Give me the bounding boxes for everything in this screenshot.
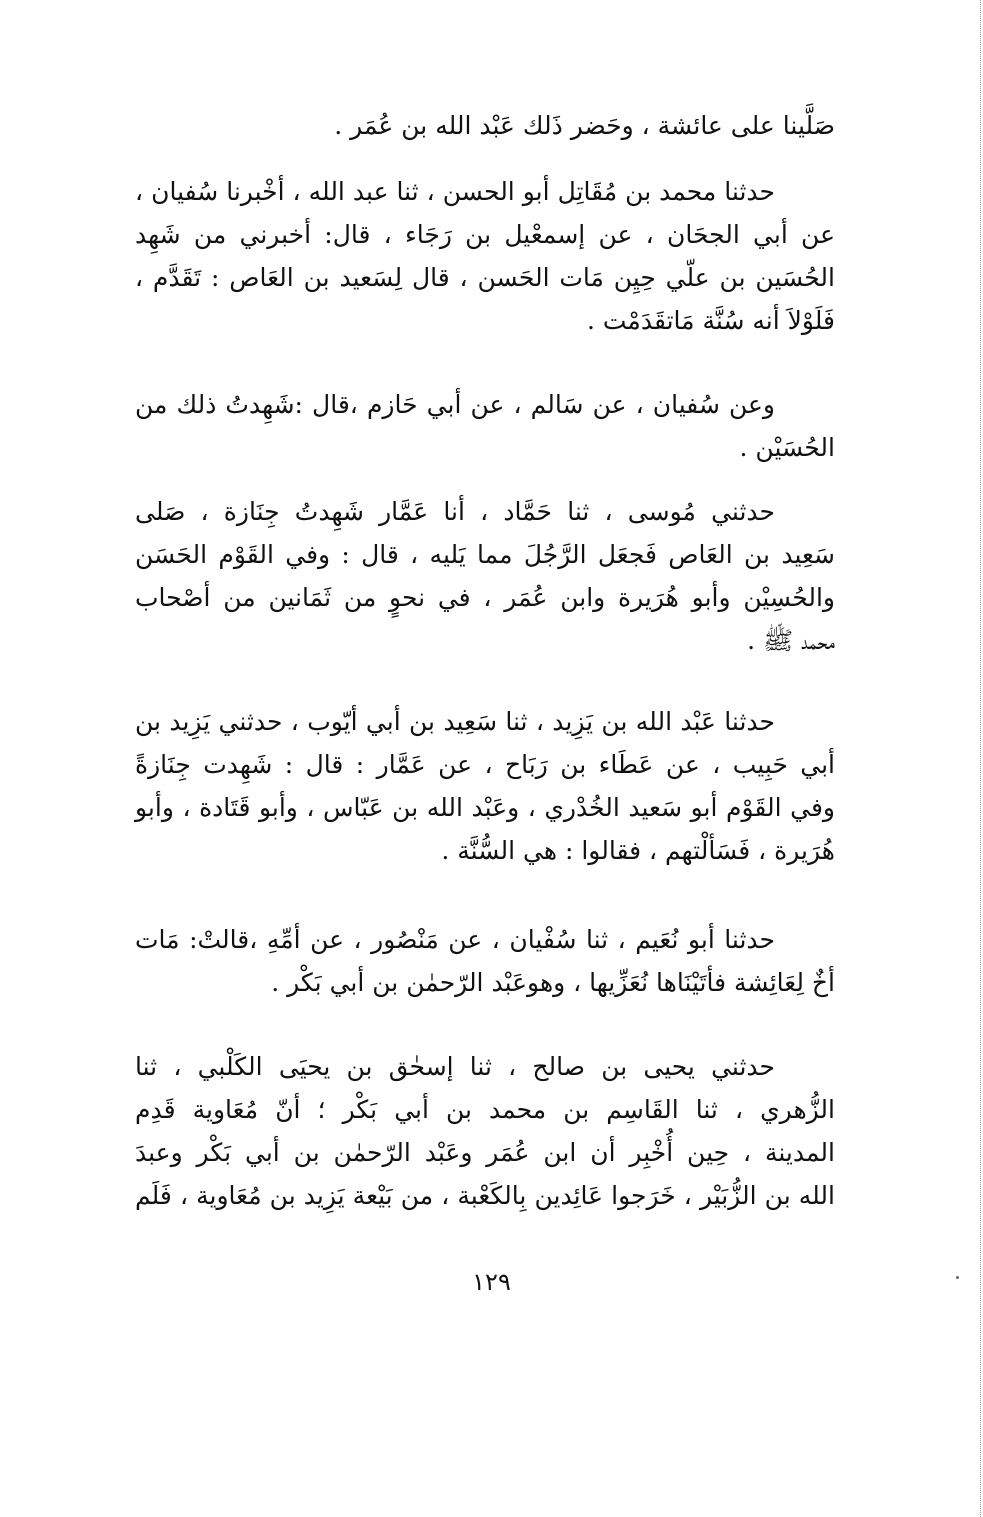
text-line: صَلَّينا على عائشة ، وحَضر ذَلك عَبْد الله بن عُمَر . bbox=[334, 111, 835, 140]
text-line: الله بن الزُّبَيْر ، خَرَجوا عَائِدين بِالكَعْبة ، من بَيْعة يَزِيد بن مُعَاوية ، فَلَم bbox=[135, 1181, 835, 1210]
text-line: والحُسِيْن وأبو هُرَيرة وابن عُمَر ، في نحوٍ من ثَمَانين من أصْحاب bbox=[135, 583, 835, 612]
paragraph-4 bbox=[135, 490, 835, 662]
text-line: هُرَيرة ، فَسَألْتهم ، فقالوا : هي السُّنَّة . bbox=[441, 836, 835, 865]
text-line: محمد ﷺ . bbox=[747, 626, 835, 655]
text-line: حدثني يحيى بن صالح ، ثنا إسحٰق بن يحيَى الكَلْبي ، ثنا bbox=[135, 1052, 775, 1081]
text-line: عن أبي الجحَان ، عن إسمعْيل بن رَجَاء ، قال: أخبرني من شَهِد bbox=[135, 220, 835, 249]
scan-speck bbox=[956, 1276, 959, 1279]
paragraph-5 bbox=[135, 700, 835, 872]
text-line: حدثنا عَبْد الله بن يَزِيد ، ثنا سَعِيد بن أبي أيّوب ، حدثني يَزِيد بن bbox=[135, 707, 775, 736]
text-line: حدثني مُوسى ، ثنا حَمَّاد ، أنا عَمَّار شَهِدتُ جِنَازة ، صَلى bbox=[135, 497, 775, 526]
text-line: أبي حَبِيب ، عن عَطَاء بن رَبَاح ، عن عَمَّار : قال : شَهِدت جِنَازةً bbox=[135, 750, 835, 779]
paragraph-7 bbox=[135, 1045, 835, 1217]
text-line: أخٌ لِعَائِشة فأتَيْنَاها نُعَزِّيها ، وهوعَبْد الرّحمٰن بن أبي بَكْر . bbox=[271, 968, 835, 997]
paragraph-3 bbox=[135, 383, 835, 469]
text-line: حدثنا محمد بن مُقَاتِل أبو الحسن ، ثنا عبد الله ، أخْبرنا سُفيان ، bbox=[135, 177, 775, 206]
paragraph-6 bbox=[135, 918, 835, 1004]
text-line: وفي القَوْم أبو سَعيد الخُدْري ، وعَبْد الله بن عَبّاس ، وأبو قَتَادة ، وأبو bbox=[135, 793, 835, 822]
text-line: حدثنا أبو نُعَيم ، ثنا سُفْيان ، عن مَنْصُور ، عن أمِّهِ ،قالتْ: مَات bbox=[135, 925, 775, 954]
text-line: الحُسَيْن . bbox=[739, 433, 835, 462]
text-line: وعن سُفيان ، عن سَالم ، عن أبي حَازم ،قال :شَهِدتُ ذلك من bbox=[135, 390, 775, 419]
paragraph-1 bbox=[135, 104, 835, 147]
page-number: ١٢٩ bbox=[472, 1268, 511, 1296]
text-line: فَلَوْلاَ أنه سُنَّة مَاتقَدَمْت . bbox=[586, 306, 835, 335]
text-line: سَعِيد بن العَاص فَجعَل الرَّجُلَ مما يَليه ، قال : وفي القَوْم الحَسَن bbox=[135, 540, 835, 569]
paragraph-2 bbox=[135, 170, 835, 342]
text-line: الزُّهري ، ثنا القَاسِم بن محمد بن أبي بَكْر ؛ أنّ مُعَاوية قَدِم bbox=[135, 1095, 835, 1124]
text-line: المدينة ، حِين أُخْبِر أن ابن عُمَر وعَبْد الرّحمٰن بن أبي بَكْر وعبدَ bbox=[135, 1138, 835, 1167]
text-line: الحُسَين بن علّي حِيِن مَات الحَسن ، قال لِسَعيد بن العَاص : تَقَدَّم ، bbox=[135, 263, 835, 292]
